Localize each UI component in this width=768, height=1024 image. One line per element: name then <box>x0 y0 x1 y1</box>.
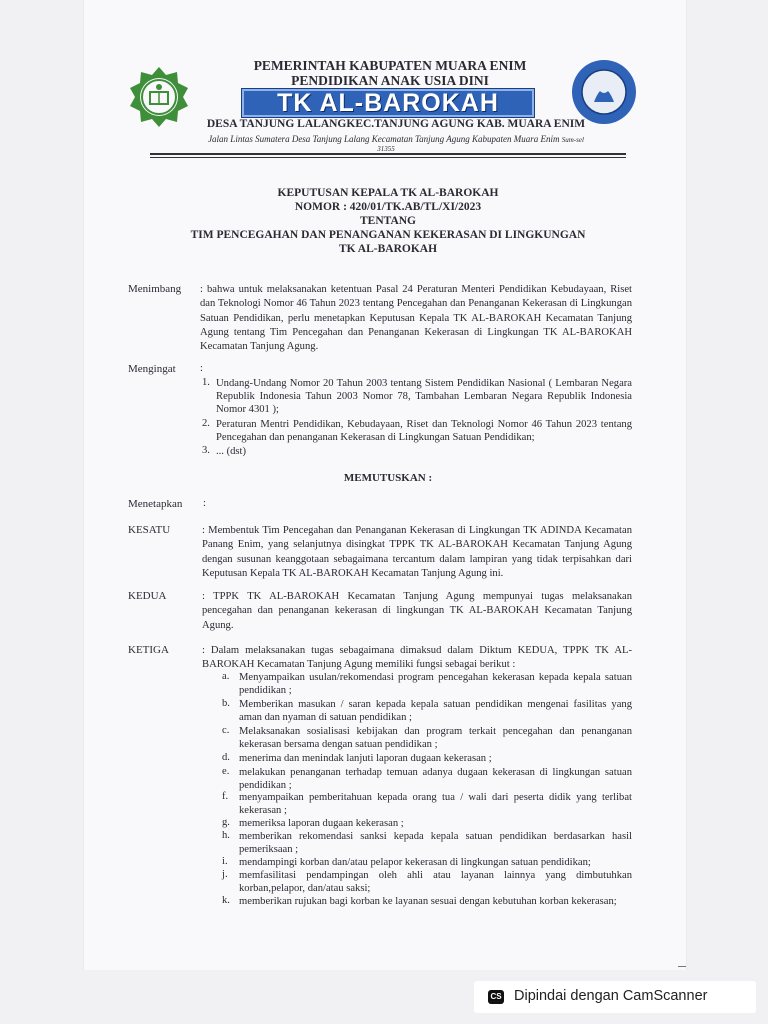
ketiga-text: : Dalam melaksanakan tugas sebagaimana dimaksud dalam Diktum KEDUA, TPPK TK AL-BAROKAH Kecamatan Tanjung Agung memiliki fungsi sebagai berikut : <box>202 645 632 671</box>
ketiga-item-e: melakukan penanganan terhadap temuan adanya dugaan kekerasan di lingkungan satuan pendidikan ; <box>239 767 632 792</box>
mengingat-label: Mengingat <box>128 363 176 375</box>
menetapkan-label: Menetapkan <box>128 498 183 510</box>
camscanner-logo-icon: CS <box>488 990 504 1004</box>
page-edge-mark <box>678 966 686 967</box>
mengingat-num-2: 2. <box>202 418 210 429</box>
kedua-label: KEDUA <box>128 590 167 602</box>
ketiga-item-j: memfasilitasi pendampingan oleh ahli atau layanan lainnya yang dimbutuhkan korban,pelapor, dan/atau saksi; <box>239 870 632 895</box>
menetapkan-colon: : <box>203 498 206 509</box>
ketiga-num-c: c. <box>222 725 230 736</box>
ketiga-num-g: g. <box>222 817 230 828</box>
header-rule <box>150 153 626 155</box>
decree-about: TENTANG <box>359 215 417 227</box>
header-department: PENDIDIKAN ANAK USIA DINI <box>291 73 489 88</box>
ketiga-item-g: memeriksa laporan dugaan kekerasan ; <box>239 818 404 829</box>
ketiga-item-i: mendampingi korban dan/atau pelapor kekerasan di lingkungan satuan pendidikan; <box>239 857 591 868</box>
mengingat-item-3: ... (dst) <box>216 446 247 457</box>
ketiga-item-k: memberikan rujukan bagi korban ke layanan sesuai dengan kebutuhan korban kekerasan; <box>239 896 617 907</box>
mengingat-item-1: Undang-Undang Nomor 20 Tahun 2003 tentang Sistem Pendidikan Nasional ( Lembaran Negara Republik Indonesia Tahun 2003 Nomor 78, Tambahan Lembaran Negara Republik Indonesia Nomor 4301 ); <box>216 378 632 416</box>
ketiga-item-h: memberikan rekomendasi sanksi kepada kepala satuan pendidikan berdasarkan hasil pemeriksaan ; <box>239 831 632 856</box>
decree-subject: TIM PENCEGAHAN DAN PENANGANAN KEKERASAN DI LINGKUNGAN <box>190 229 586 241</box>
ketiga-num-a: a. <box>222 671 230 682</box>
ketiga-num-j: j. <box>222 869 228 880</box>
decree-subject-school: TK AL-BAROKAH <box>338 243 438 255</box>
camscanner-label: Dipindai dengan CamScanner <box>514 988 708 1004</box>
header-government: PEMERINTAH KABUPATEN MUARA ENIM <box>253 58 527 73</box>
kedua-text: : TPPK TK AL-BAROKAH Kecamatan Tanjung Agung mempunyai tugas melaksanakan pencegahan dan penanganan kekerasan di lingkungan TK AL-BAROKAH Kecamatan Tanjung Agung. <box>202 591 632 631</box>
header-address: DESA TANJUNG LALANGKEC.TANJUNG AGUNG KAB. MUARA ENIM <box>206 118 586 130</box>
ketiga-num-d: d. <box>222 752 230 763</box>
ketiga-num-i: i. <box>222 856 228 867</box>
education-logo-icon <box>128 66 190 128</box>
ketiga-item-d: menerima dan menindak lanjuti laporan dugaan kekerasan ; <box>239 753 492 764</box>
ketiga-item-a: Menyampaikan usulan/rekomendasi program pencegahan kekerasan kepada kepala satuan pendidikan ; <box>239 672 632 697</box>
kesatu-label: KESATU <box>128 524 171 536</box>
ketiga-item-c: Melaksanakan sosialisasi kebijakan dan program terkait pencegahan dan penanganan kekerasan bersama dengan satuan pendidikan ; <box>239 726 632 751</box>
ketiga-label: KETIGA <box>128 644 169 656</box>
mengingat-num-1: 1. <box>202 377 210 388</box>
kesatu-text: : Membentuk Tim Pencegahan dan Penanganan Kekerasan di Lingkungan TK ADINDA Kecamatan Panang Enim, yang selanjutnya disingkat TPPK TK AL-BAROKAH Kecamatan Tanjung Agung dengan susunan keanggotaan sebagaimana tercantum dalam lampiran yang tidak terpisahkan dari Keputusan Kepala TK AL-BAROKAH Kecamatan Tanjung Agung ini. <box>202 525 632 579</box>
ketiga-num-e: e. <box>222 766 230 777</box>
decree-number: NOMOR : 420/01/TK.AB/TL/XI/2023 <box>294 201 482 213</box>
ketiga-num-k: k. <box>222 895 230 906</box>
menimbang-text: : bahwa untuk melaksanakan ketentuan Pasal 24 Peraturan Menteri Pendidikan Kebudayaan, Riset dan Teknologi Nomor 46 Tahun 2023 tentang Pencegahan dan Penanganan Kekerasan di Lingkungan Satuan Pendidikan, perlu menetapkan Keputusan Kepala TK AL-BAROKAH Kecamatan Tanjung Agung tentang Tim Pencegahan dan Penanganan Kekerasan di Lingkungan TK AL-BAROKAH Kecamatan Tanjung Agung. <box>200 284 632 353</box>
ketiga-num-b: b. <box>222 698 230 709</box>
ketiga-num-h: h. <box>222 830 230 841</box>
menimbang-label: Menimbang <box>128 283 182 295</box>
mengingat-colon: : <box>200 363 203 374</box>
header-rule-thin <box>150 157 626 158</box>
school-name-banner: TK AL-BAROKAH <box>241 88 535 118</box>
ketiga-item-b: Memberikan masukan / saran kepada kepala satuan pendidikan mengenai fasilitas yang aman dan nyaman di satuan pendidikan ; <box>239 699 632 724</box>
postal-code: 31355 <box>377 145 395 153</box>
decree-title: KEPUTUSAN KEPALA TK AL-BAROKAH <box>277 187 499 199</box>
camscanner-watermark <box>474 981 756 1013</box>
ketiga-num-f: f. <box>222 791 229 802</box>
header-street-address: Jalan Lintas Sumatera Desa Tanjung Lalang Kecamatan Tanjung Agung Kabupaten Muara Enim Sum-sel <box>208 134 584 144</box>
ketiga-item-f: menyampaikan pemberitahuan kepada orang tua / wali dari peserta didik yang terlibat kekerasan ; <box>239 792 632 817</box>
mengingat-item-2: Peraturan Mentri Pendidikan, Kebudayaan, Riset dan Teknologi Nomor 46 Tahun 2023 tentang Pencegahan dan penanganan Kekerasan di Lingkungan Satuan Pendidikan; <box>216 419 632 444</box>
mengingat-num-3: 3. <box>202 445 210 456</box>
memutuskan-heading: MEMUTUSKAN : <box>343 472 433 484</box>
